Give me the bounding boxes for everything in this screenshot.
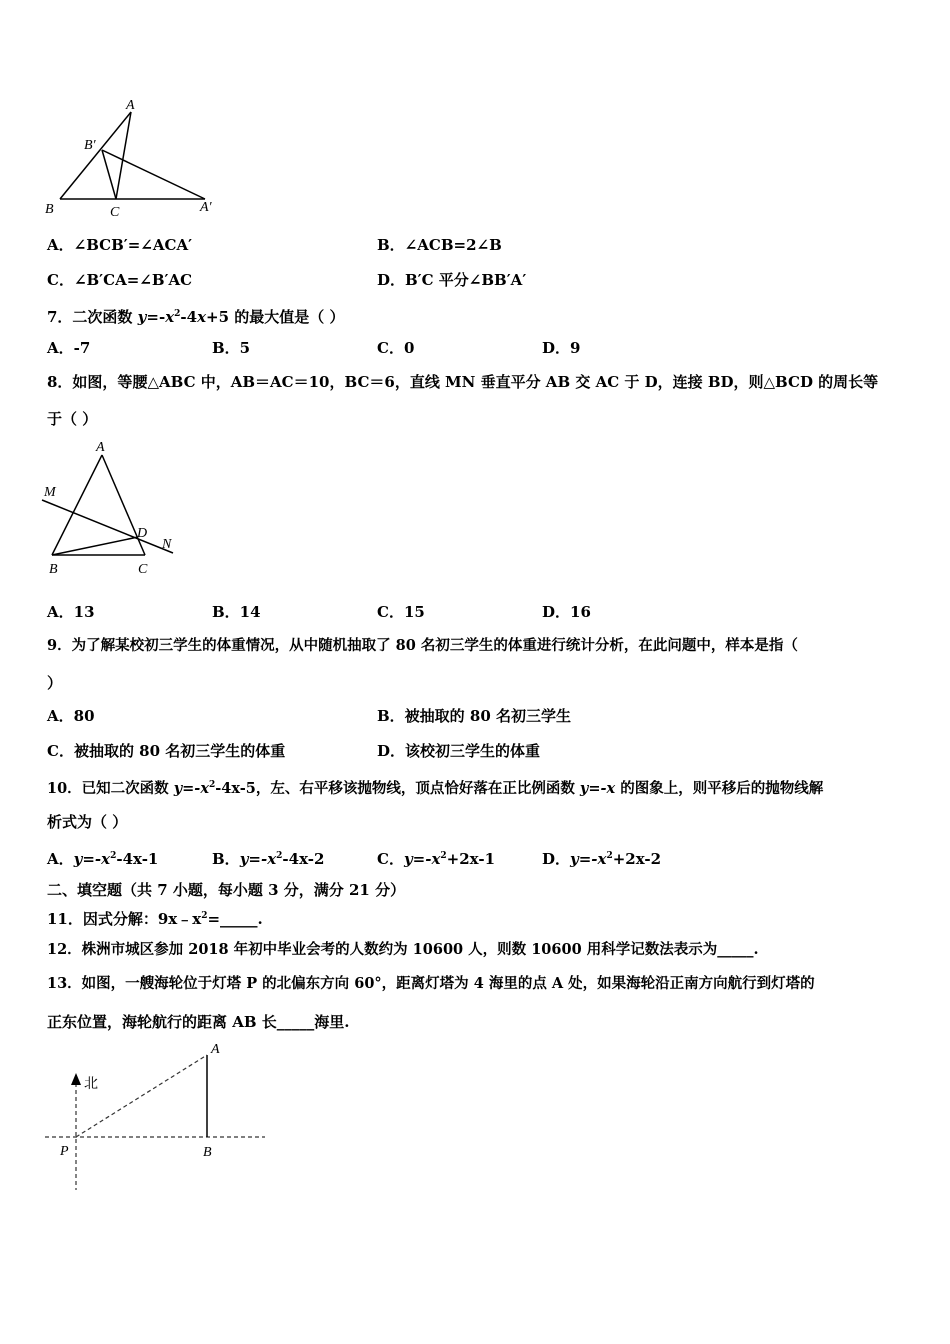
label-A: A: [126, 98, 135, 113]
line-bprime-c: [102, 150, 116, 199]
q13-stem-line2: 正东位置，海轮航行的距离 AB 长_____海里.: [47, 1013, 350, 1031]
q8-option-c: C．15: [377, 603, 425, 621]
label-B-prime: B′: [84, 138, 96, 153]
label-A: A: [211, 1042, 220, 1057]
line-mn: [42, 500, 173, 553]
q8-option-a: A．13: [47, 603, 95, 621]
label-B: B: [45, 202, 54, 217]
q8-stem-line1: 8．如图，等腰△ABC 中，AB＝AC＝10，BC＝6，直线 MN 垂直平分 AB 交 AC 于 D，连接 BD，则△BCD 的周长等: [47, 373, 879, 391]
q12-stem: 12．株洲市城区参加 2018 年初中毕业会考的人数约为 10600 人，则数 10600 用科学记数法表示为_____.: [47, 941, 759, 958]
q10-option-b: B．$y=-x^2-4x-2$: [212, 850, 325, 868]
q7-option-b: B．5: [212, 339, 251, 357]
q9-option-d: D．该校初三学生的体重: [377, 742, 541, 760]
line-bd: [52, 537, 138, 555]
label-C: C: [110, 205, 120, 220]
q9-stem-line2: ）: [47, 674, 63, 692]
label-B: B: [203, 1145, 212, 1160]
figure-q8-triangle: [40, 435, 190, 580]
line-ac: [116, 112, 131, 199]
label-C: C: [138, 562, 148, 577]
label-M: M: [44, 485, 56, 500]
q8-option-b: B．14: [212, 603, 261, 621]
q11-stem: 11．因式分解：$9x﹣x^2=\_\_\_\_\_$.: [47, 910, 263, 928]
q7-option-d: D．9: [542, 339, 581, 357]
q9-option-c: C．被抽取的 80 名初三学生的体重: [47, 742, 286, 760]
north-arrow-icon: [71, 1073, 81, 1085]
q10-option-a: A．$y=-x^2-4x-1$: [47, 850, 159, 868]
label-north: 北: [84, 1076, 98, 1092]
label-A-prime: A′: [200, 200, 212, 215]
q8-option-d: D．16: [542, 603, 591, 621]
label-D: D: [137, 526, 148, 541]
label-N: N: [162, 537, 172, 552]
figure-q13-navigation: [40, 1035, 270, 1195]
q6-option-a: A．∠BCB′=∠ACA′: [47, 236, 193, 254]
line-ba: [60, 112, 131, 199]
q9-option-a: A．80: [47, 707, 95, 725]
q6-option-d: D．B′C 平分∠BB′A′: [377, 271, 527, 289]
q8-stem-line2: 于（ ）: [47, 410, 98, 428]
line-ab: [52, 455, 102, 555]
q6-option-b: B．∠ACB=2∠B: [377, 236, 502, 254]
label-P: P: [60, 1144, 69, 1159]
q13-stem-line1: 13．如图，一艘海轮位于灯塔 P 的北偏东方向 60°，距离灯塔为 4 海里的点 A 处，如果海轮沿正南方向航行到灯塔的: [47, 975, 815, 992]
label-B: B: [49, 562, 58, 577]
q6-option-c: C．∠B′CA=∠B′AC: [47, 271, 193, 289]
q10-option-d: D．$y=-x^2+2x-2$: [542, 850, 662, 868]
q10-option-c: C．$y=-x^2+2x-1$: [377, 850, 496, 868]
q10-stem-line2: 析式为（ ）: [47, 813, 128, 831]
q7-option-c: C．0: [377, 339, 415, 357]
q10-stem-line1: 10．已知二次函数 $y=-x^2-4x-5$，左、右平移该抛物线，顶点恰好落在正比例函数 y=-x 的图象上，则平移后的抛物线解: [47, 779, 824, 797]
q7-stem: 7．二次函数 $y=-x^2-4x+5$ 的最大值是（ ）: [47, 308, 345, 326]
q7-option-a: A．-7: [47, 339, 91, 357]
q9-stem-line1: 9．为了解某校初三学生的体重情况，从中随机抽取了 80 名初三学生的体重进行统计分析，在此问题中，样本是指（: [47, 637, 798, 654]
label-A: A: [96, 440, 105, 455]
section-heading: 二、填空题（共 7 小题，每小题 3 分，满分 21 分）: [47, 881, 406, 899]
q9-option-b: B．被抽取的 80 名初三学生: [377, 707, 571, 725]
line-pa: [76, 1055, 207, 1137]
figure-q6-triangle: [40, 95, 230, 225]
